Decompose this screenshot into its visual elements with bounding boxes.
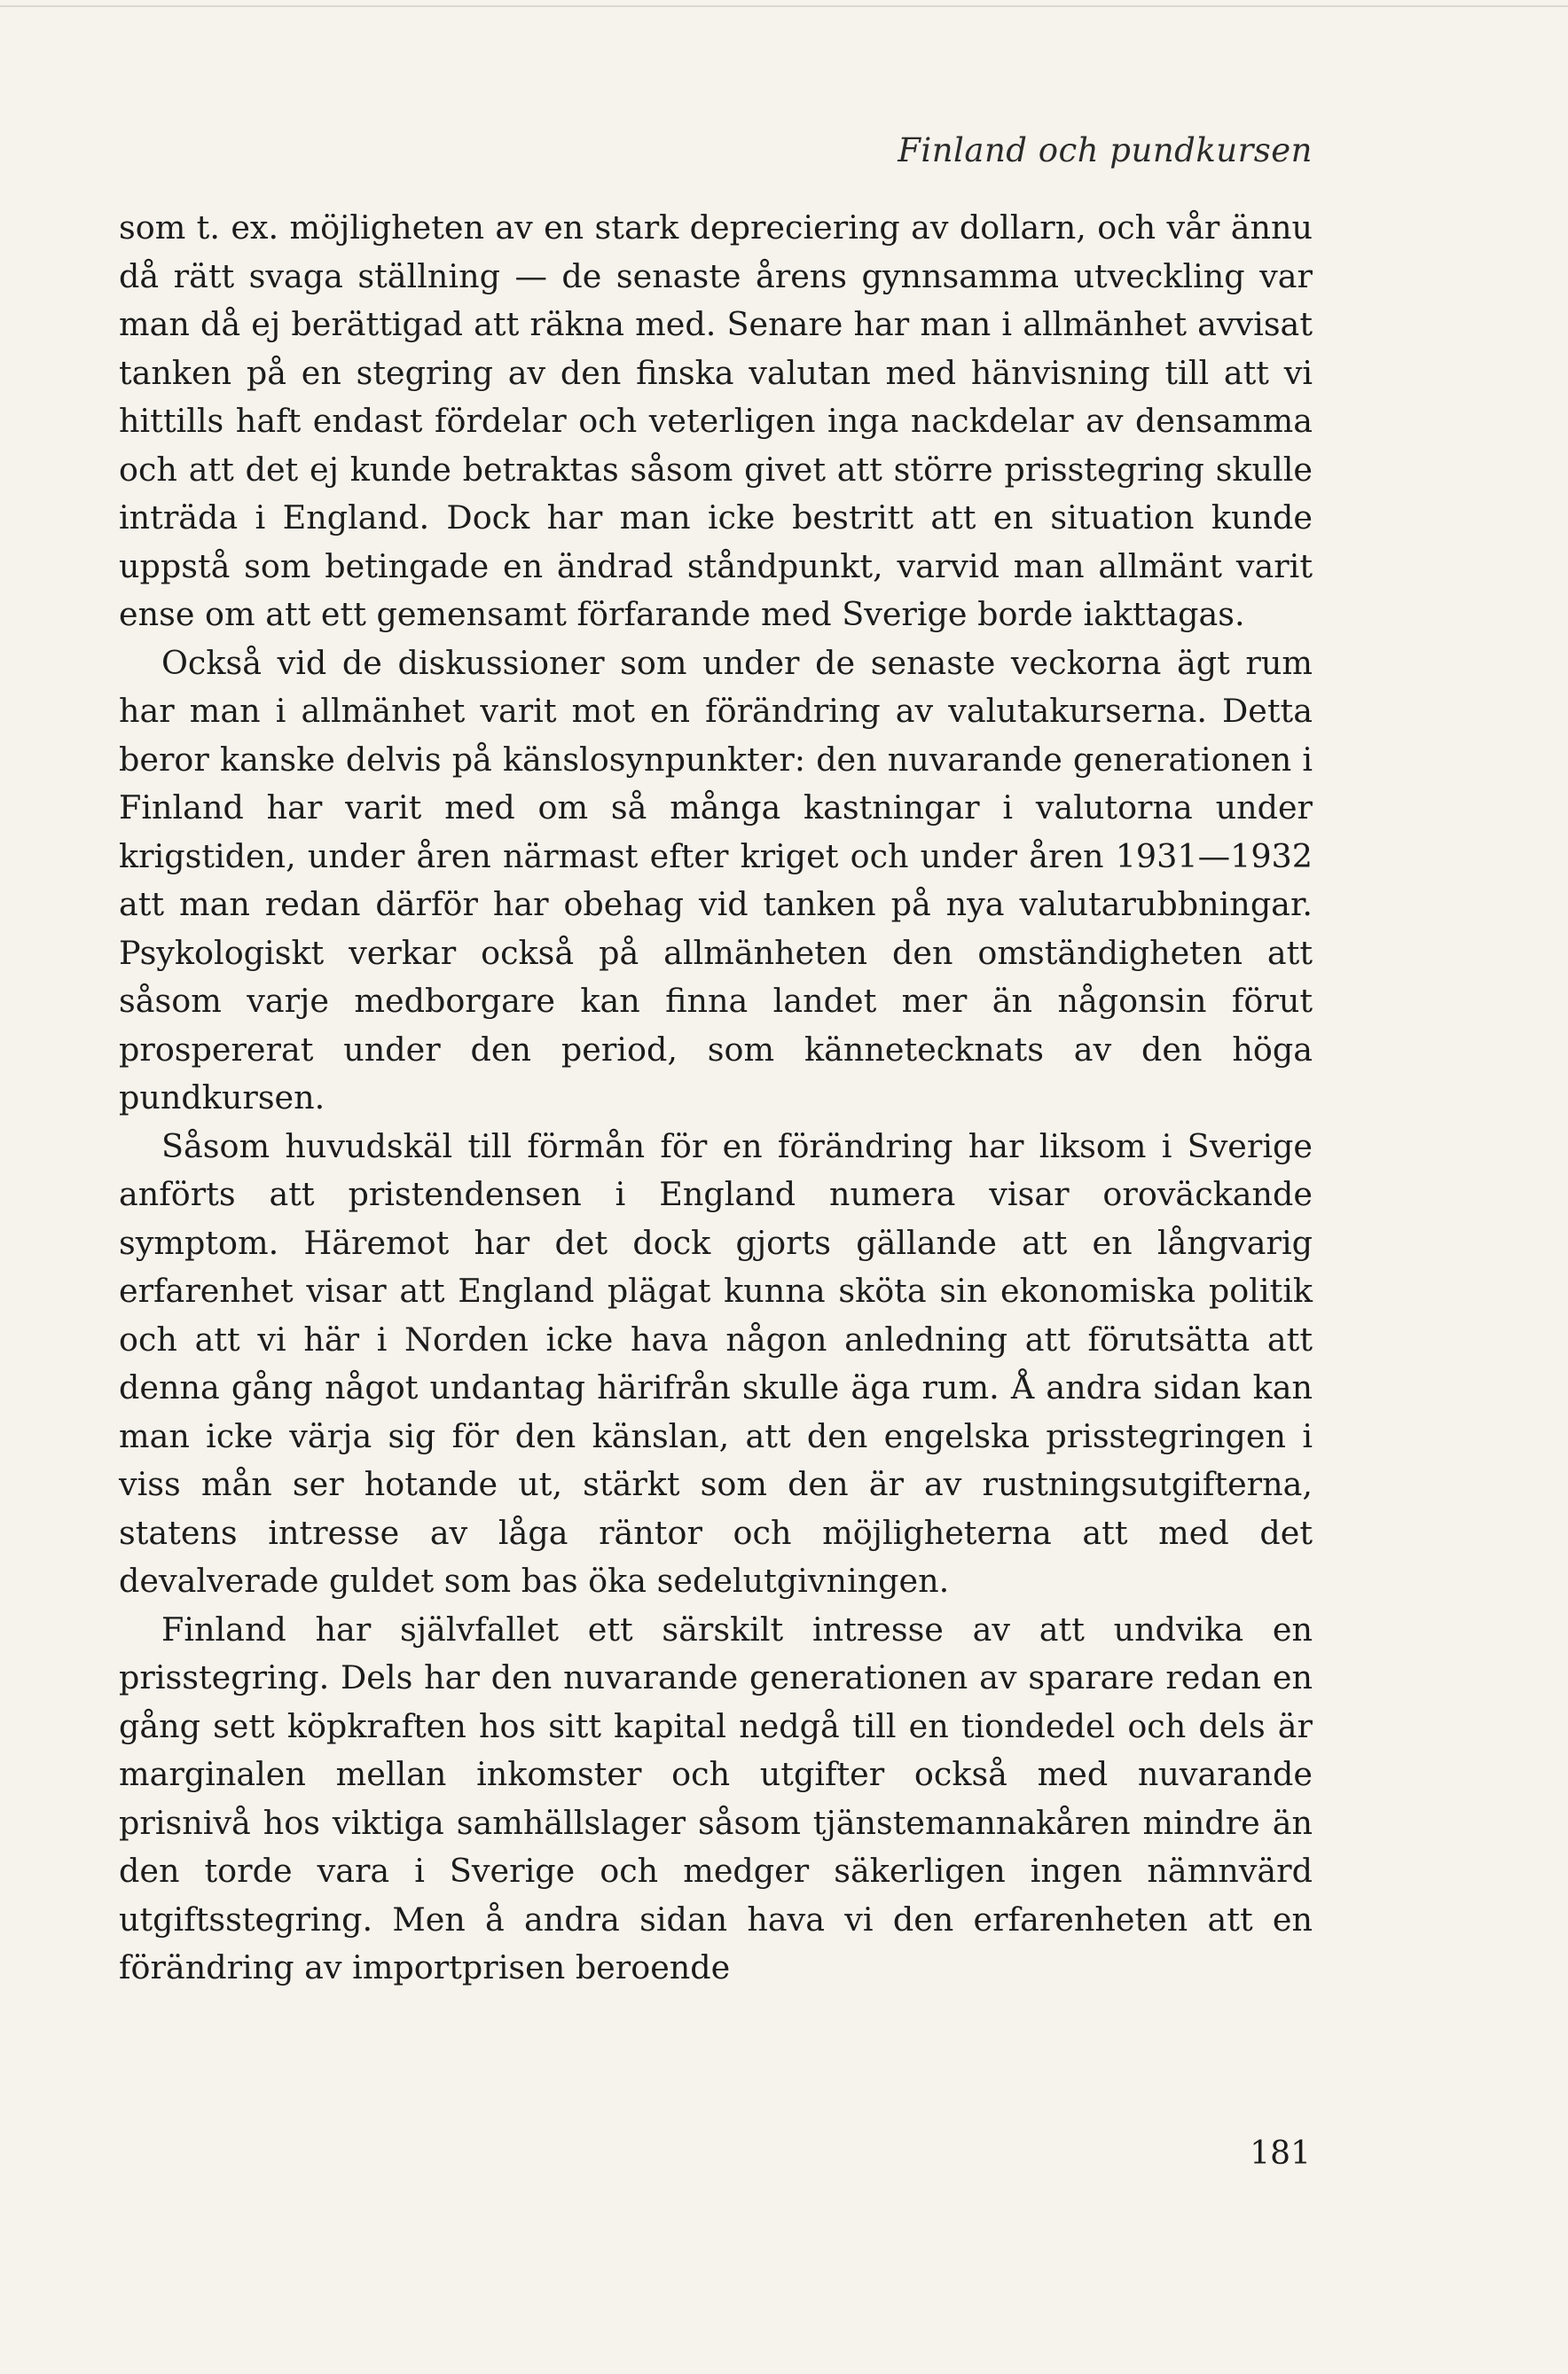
paragraph-1: som t. ex. möjligheten av en stark depreciering av dollarn, och vår ännu då rätt svaga ställning — de senaste årens gynnsamma utveckling var man då ej berättigad att räkna med. Senare har man i allmänhet avvisat tanken på en stegring av den finska valutan med hänvisning till att vi hittills haft endast fördelar och veterligen inga nackdelar av densamma och att det ej kunde betraktas såsom givet att större prisstegring skulle inträda i England. Dock har man icke bestritt att en situation kunde uppstå som betingade en ändrad ståndpunkt, varvid man allmänt varit ense om att ett gemensamt förfarande med Sverige borde iakttagas. <box>119 208 1313 633</box>
paragraph-3: Såsom huvudskäl till förmån för en förändring har liksom i Sverige anförts att pristendensen i England numera visar oroväckande symptom. Häremot har det dock gjorts gällande att en långvarig erfarenhet visar att England plägat kunna sköta sin ekonomiska politik och att vi här i Norden icke hava någon anledning att förutsätta att denna gång något undantag härifrån skulle äga rum. Å andra sidan kan man icke värja sig för den känslan, att den engelska prisstegringen i viss mån ser hotande ut, stärkt som den är av rustningsutgifterna, statens intresse av låga räntor och möjligheterna att med det devalverade guldet som bas öka sedelutgivningen. <box>119 1126 1313 1600</box>
running-header: Finland och pundkursen <box>898 131 1313 169</box>
paragraph-4: Finland har självfallet ett särskilt intresse av att undvika en prisstegring. Dels har den nuvarande generationen av sparare redan en gång sett köpkraften hos sitt kapital nedgå till en tiondedel och dels är marginalen mellan inkomster och utgifter också med nuvarande prisnivå hos viktiga samhällslager såsom tjänstemannakåren mindre än den torde vara i Sverige och medger säkerligen ingen nämnvärd utgiftsstegring. Men å andra sidan hava vi den erfarenheten att en förändring av importprisen beroende <box>119 1610 1313 1986</box>
page-top-edge <box>0 5 1568 7</box>
page-number: 181 <box>1250 2135 1311 2172</box>
body-text <box>119 204 1313 1993</box>
paragraph-2: Också vid de diskussioner som under de senaste veckorna ägt rum har man i allmänhet varit mot en förändring av valutakurserna. Detta beror kanske delvis på känslosynpunkter: den nuvarande generationen i Finland har varit med om så många kastningar i valutorna under krigstiden, under åren närmast efter kriget och under åren 1931—1932 att man redan därför har obehag vid tanken på nya valutarubbningar. Psykologiskt verkar också på allmänheten den omständigheten att såsom varje medborgare kan finna landet mer än någonsin förut prospererat under den period, som kännetecknats av den höga pundkursen. <box>119 643 1313 1116</box>
